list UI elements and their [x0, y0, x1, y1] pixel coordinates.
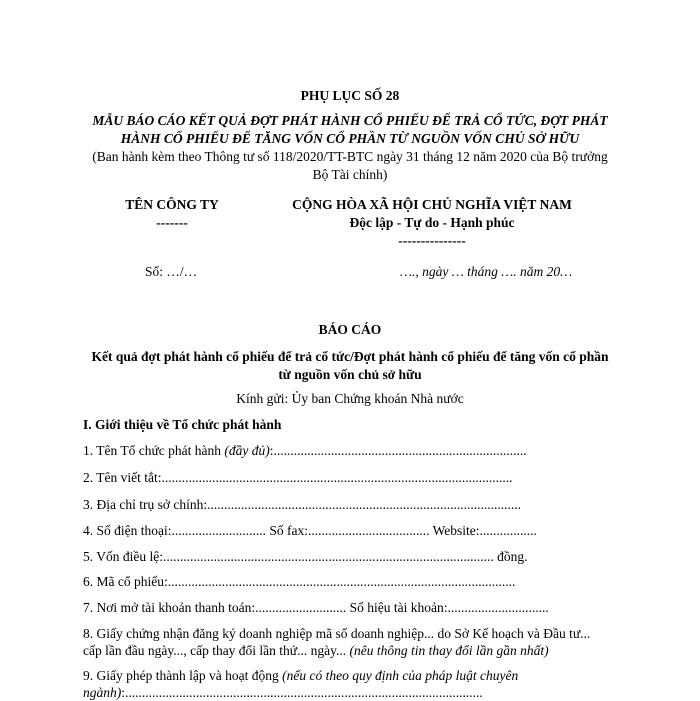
- item9-note2: ngành): [83, 685, 122, 700]
- item7-bank-account: [83, 600, 643, 616]
- item8-line2: [83, 643, 643, 659]
- item1-dots: :...........................................................................: [269, 443, 527, 458]
- report-subtitle-line2: từ nguồn vốn chủ sở hữu: [278, 367, 422, 382]
- issued-note-line2: Bộ Tài chính): [312, 167, 388, 182]
- issued-note-line1: (Ban hành kèm theo Thông tư số 118/2020/TT-BTC ngày 31 tháng 12 năm 2020 của Bộ trưởng: [92, 149, 608, 164]
- motto-dashes: ---------------: [398, 233, 466, 248]
- item2-short-name: 2. Tên viết tắt:........................................................................................................: [83, 470, 513, 485]
- item7-account-place: 7. Nơi mở tài khoản thanh toán:...........................: [83, 600, 347, 615]
- item7-account-number: Số hiệu tài khoản:..............................: [349, 600, 549, 615]
- item5-charter-capital: 5. Vốn điều lệ:.................................................................................................. đồng.: [83, 549, 528, 564]
- item8-text: cấp lần đầu ngày..., cấp thay đổi lần thứ... ngày...: [83, 643, 350, 658]
- national-motto: Độc lập - Tự do - Hạnh phúc: [349, 215, 515, 230]
- section1-heading: I. Giới thiệu về Tổ chức phát hành: [83, 417, 282, 432]
- company-dashes: -------: [156, 215, 188, 230]
- item9-line2: [83, 685, 643, 701]
- country-name: CỘNG HÒA XÃ HỘI CHỦ NGHĨA VIỆT NAM: [292, 197, 572, 212]
- item9-line1: [83, 668, 643, 684]
- form-title-line1: MẪU BÁO CÁO KẾT QUẢ ĐỢT PHÁT HÀNH CỔ PHIẾU ĐỂ TRẢ CỔ TỨC, ĐỢT PHÁT: [92, 113, 608, 128]
- item9-label: 9. Giấy phép thành lập và hoạt động: [83, 668, 283, 683]
- item4-contact: [83, 523, 643, 539]
- item3-head-office: 3. Địa chỉ trụ sở chính:.............................................................................................: [83, 497, 521, 512]
- appendix-title: PHỤ LỤC SỐ 28: [300, 88, 400, 103]
- item4-website: Website:.................: [432, 523, 537, 538]
- date-place: …., ngày … tháng …. năm 20…: [400, 264, 573, 279]
- company-name: TÊN CÔNG TY: [125, 197, 219, 212]
- recipient-line: Kính gửi: Ủy ban Chứng khoán Nhà nước: [236, 391, 464, 406]
- item1-note: (đầy đủ): [224, 443, 270, 458]
- item6-stock-code: 6. Mã cổ phiếu:.......................................................................................................: [83, 574, 516, 589]
- item8-line1: 8. Giấy chứng nhận đăng ký doanh nghiệp mã số doanh nghiệp... do Sở Kế hoạch và Đầu tư...: [83, 626, 591, 641]
- item1-label: 1. Tên Tổ chức phát hành: [83, 443, 225, 458]
- item9-note1: (nếu có theo quy định của pháp luật chuyên: [282, 668, 519, 683]
- item1-issuer-name: [83, 443, 643, 459]
- report-title: BÁO CÁO: [318, 322, 382, 337]
- item9-dots: :..........................................................................................................: [121, 685, 483, 700]
- report-subtitle-line1: Kết quả đợt phát hành cổ phiếu để trả cổ tức/Đợt phát hành cổ phiếu để tăng vốn cổ phần: [91, 349, 609, 364]
- item4-fax: Số fax:....................................: [269, 523, 430, 538]
- item4-phone: 4. Số điện thoại:............................: [83, 523, 266, 538]
- form-title-line2: HÀNH CỔ PHIẾU ĐỂ TĂNG VỐN CỔ PHẦN TỪ NGUỒN VỐN CHỦ SỞ HỮU: [120, 131, 580, 146]
- document-number: Số: …/…: [145, 264, 198, 279]
- item8-note: (nêu thông tin thay đổi lần gần nhất): [349, 643, 549, 658]
